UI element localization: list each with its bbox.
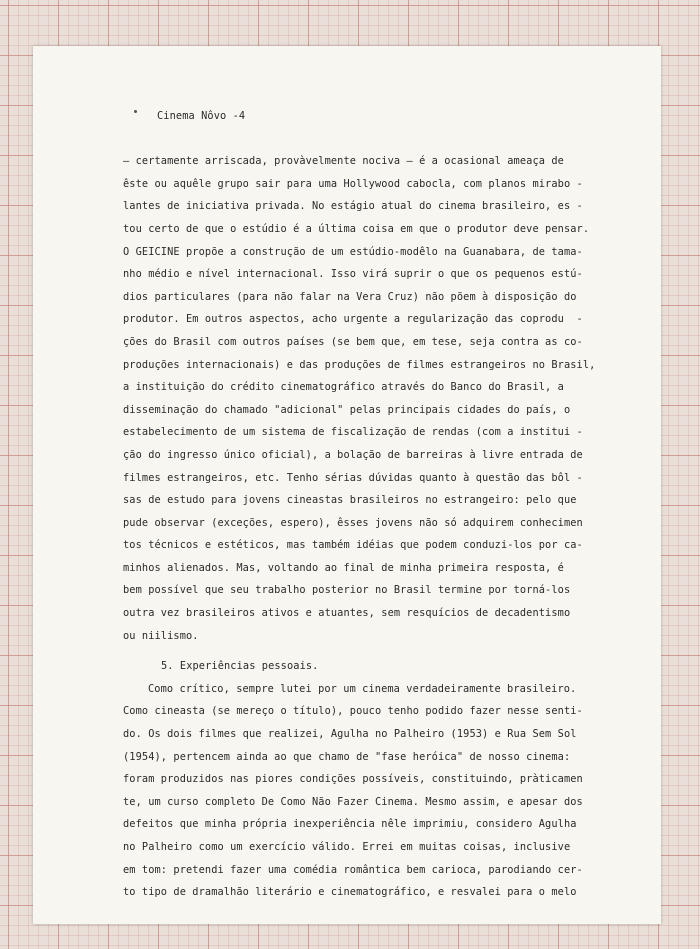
text-line: filmes estrangeiros, etc. Tenho sérias dúvidas quanto à questão das bôl - — [123, 471, 583, 484]
text-line: dios particulares (para não falar na Vera Cruz) não põem à disposição do — [123, 290, 577, 303]
text-line: outra vez brasileiros ativos e atuantes, sem resquícios de decadentismo — [123, 607, 571, 620]
page-header: Cinema Nôvo -4 — [157, 110, 246, 122]
text-line: nho médio e nível internacional. Isso virá suprir o que os pequenos estú- — [123, 268, 583, 281]
text-line: minhos alienados. Mas, voltando ao final de minha primeira resposta, é — [123, 561, 564, 574]
text-line: te, um curso completo De Como Não Fazer Cinema. Mesmo assim, e apesar dos — [123, 795, 583, 808]
text-line: disseminação do chamado "adicional" pelas principais cidades do país, o — [123, 403, 571, 416]
text-line: foram produzidos nas piores condições possíveis, constituindo, pràticamen — [123, 773, 583, 786]
text-line: êste ou aquêle grupo sair para uma Hollywood cabocla, com planos mirabo - — [123, 177, 583, 190]
text-line: O GEICINE propõe a construção de um estúdio-modêlo na Guanabara, de tama- — [123, 245, 583, 258]
paragraph-2 — [123, 678, 668, 904]
text-line: bem possível que seu trabalho posterior no Brasil termine por torná-los — [123, 584, 571, 597]
text-line: estabelecimento de um sistema de fiscalização de rendas (com a institui - — [123, 426, 583, 439]
text-line: no Palheiro como um exercício válido. Errei em muitas coisas, inclusive — [123, 841, 571, 853]
text-line: (1954), pertencem ainda ao que chamo de "fase heróica" de nosso cinema: — [123, 750, 571, 763]
section-heading: 5. Experiências pessoais. — [161, 660, 319, 673]
text-line: ção do ingresso único oficial), a bolação de barreiras à livre entrada de — [123, 448, 583, 461]
text-line: Como cineasta (se mereço o título), pouco tenho podido fazer nesse senti- — [123, 705, 583, 718]
paragraph-1 — [123, 150, 668, 647]
text-line: ou niilismo. — [123, 629, 199, 642]
text-line: to tipo de dramalhão literário e cinematográfico, e resvalei para o melo — [123, 886, 577, 899]
text-line: pude observar (exceções, espero), êsses jovens não só adquirem conhecimen — [123, 516, 583, 529]
text-line: lantes de iniciativa privada. No estágio atual do cinema brasileiro, es - — [123, 200, 583, 213]
text-line: em tom: pretendi fazer uma comédia romântica bem carioca, parodiando cer- — [123, 863, 583, 876]
text-line: defeitos que minha própria inexperiência nêle imprimiu, considero Agulha — [123, 818, 577, 831]
text-line: — certamente arriscada, provàvelmente nociva — é a ocasional ameaça de — [123, 155, 564, 168]
text-line: ções do Brasil com outros países (se bem que, em tese, seja contra as co- — [123, 335, 583, 348]
text-line: do. Os dois filmes que realizei, Agulha no Palheiro (1953) e Rua Sem Sol — [123, 728, 577, 741]
text-line: Como crítico, sempre lutei por um cinema verdadeiramente brasileiro. — [148, 682, 577, 695]
typed-document — [123, 105, 668, 904]
text-line: produtor. Em outros aspectos, acho urgente a regularização das coprodu - — [123, 313, 583, 326]
text-line: tos técnicos e estéticos, mas também idéias que podem conduzi-los por ca- — [123, 539, 583, 552]
text-line: a instituição do crédito cinematográfico através do Banco do Brasil, a — [123, 381, 564, 394]
text-line: tou certo de que o estúdio é a última coisa em que o produtor deve pensar. — [123, 222, 590, 235]
text-line: sas de estudo para jovens cineastas brasileiros no estrangeiro: pelo que — [123, 494, 577, 507]
text-line: produções internacionais) e das produções de filmes estrangeiros no Brasil, — [123, 358, 596, 371]
